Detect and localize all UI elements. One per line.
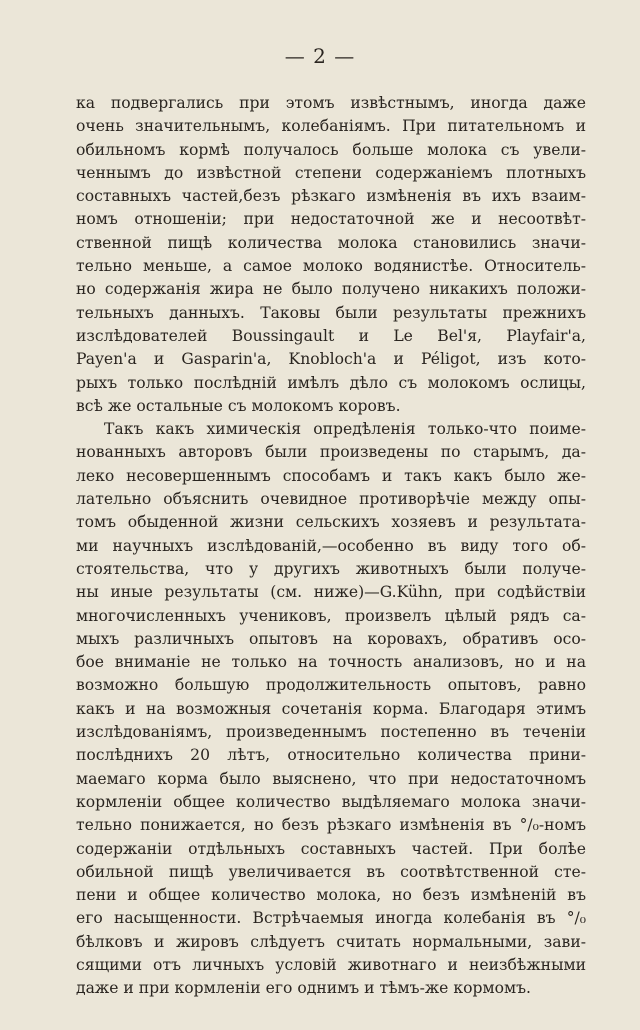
page-number: — 2 —: [284, 44, 356, 68]
text-line: номъ отношеніи; при недостаточной же и несоотвѣт-: [76, 210, 586, 229]
text-line: кормленіи общее количество выдѣляемаго молока значи-: [76, 792, 586, 811]
text-line: но содержанія жира не было получено никакихъ положи-: [76, 280, 586, 299]
text-line: его насыщенности. Встрѣчаемыя иногда колебанія въ °/₀: [76, 909, 586, 928]
text-line: бое вниманіе не только на точность анализовъ, но и на: [76, 653, 586, 672]
text-line: маемаго корма было выяснено, что при недостаточномъ: [76, 769, 586, 788]
text-line: тельно меньше, а самое молоко водянистѣе. Относитель-: [76, 257, 586, 276]
text-line: тельныхъ данныхъ. Таковы были результаты прежнихъ: [76, 303, 586, 322]
text-line: ственной пищѣ количества молока становились значи-: [76, 233, 586, 252]
text-line: сящими отъ личныхъ условій животнаго и неизбѣжными: [76, 955, 586, 974]
text-line: составныхъ частей,безъ рѣзкаго измѣненія въ ихъ взаим-: [76, 187, 586, 206]
text-line: леко несовершеннымъ способамъ и такъ какъ было же-: [76, 466, 586, 485]
text-line: ченнымъ до извѣстной степени содержаніемъ плотныхъ: [76, 163, 586, 182]
text-line: ны иные результаты (см. ниже)—G.Kühn, при содѣйствіи: [76, 583, 586, 602]
text-line: нованныхъ авторовъ были произведены по старымъ, да-: [76, 443, 586, 462]
text-line: даже и при кормленіи его однимъ и тѣмъ-же кормомъ.: [76, 979, 532, 998]
text-line: тельно понижается, но безъ рѣзкаго измѣненія въ °/₀-номъ: [76, 816, 586, 835]
text-line: всѣ же остальные съ молокомъ коровъ.: [76, 396, 401, 415]
text-line: пени и общее количество молока, но безъ измѣненій въ: [76, 886, 586, 905]
text-line: многочисленныхъ учениковъ, произвелъ цѣлый рядъ са-: [76, 606, 586, 625]
text-line: какъ и на возможныя сочетанія корма. Благодаря этимъ: [76, 699, 586, 718]
text-line: бѣлковъ и жировъ слѣдуетъ считать нормальными, зави-: [76, 932, 586, 951]
text-line: обильной пищѣ увеличивается въ соотвѣтственной сте-: [76, 862, 586, 881]
text-line: рыхъ только послѣдній имѣлъ дѣло съ молокомъ ослицы,: [76, 373, 586, 392]
text-line: послѣднихъ 20 лѣтъ, относительно количества прини-: [76, 746, 586, 765]
text-line: Такъ какъ химическія опредѣленія только-что поиме-: [104, 420, 586, 439]
text-line: ка подвергались при этомъ извѣстнымъ, иногда даже: [76, 94, 586, 112]
text-line: ми научныхъ изслѣдованій,—особенно въ виду того об-: [76, 536, 586, 555]
text-line: изслѣдованіямъ, произведеннымъ постепенно въ теченіи: [76, 723, 586, 742]
text-line: томъ обыденной жизни сельскихъ хозяевъ и результата-: [76, 513, 586, 532]
paragraph-1: [76, 92, 586, 418]
text-line: очень значительнымъ, колебаніямъ. При питательномъ и: [76, 117, 586, 136]
text-line: изслѣдователей Boussingault и Le Bel'я, Playfair'а,: [76, 326, 586, 345]
paragraph-2: [76, 418, 586, 1000]
text-line: возможно большую продолжительность опытовъ, равно: [76, 676, 586, 695]
text-line: лательно объяснить очевидное противорѣчіе между опы-: [76, 490, 586, 509]
text-line: содержаніи отдѣльныхъ составныхъ частей. При болѣе: [76, 839, 586, 858]
text-line: стоятельства, что у другихъ животныхъ были получе-: [76, 559, 586, 578]
text-line: Payen'а и Gasparin'а, Knobloch'а и Péligot, изъ кото-: [76, 350, 586, 369]
text-line: мыхъ различныхъ опытовъ на коровахъ, обративъ осо-: [76, 629, 586, 648]
body-text: [76, 92, 586, 1001]
text-line: обильномъ кормѣ получалось больше молока съ увели-: [76, 140, 586, 159]
